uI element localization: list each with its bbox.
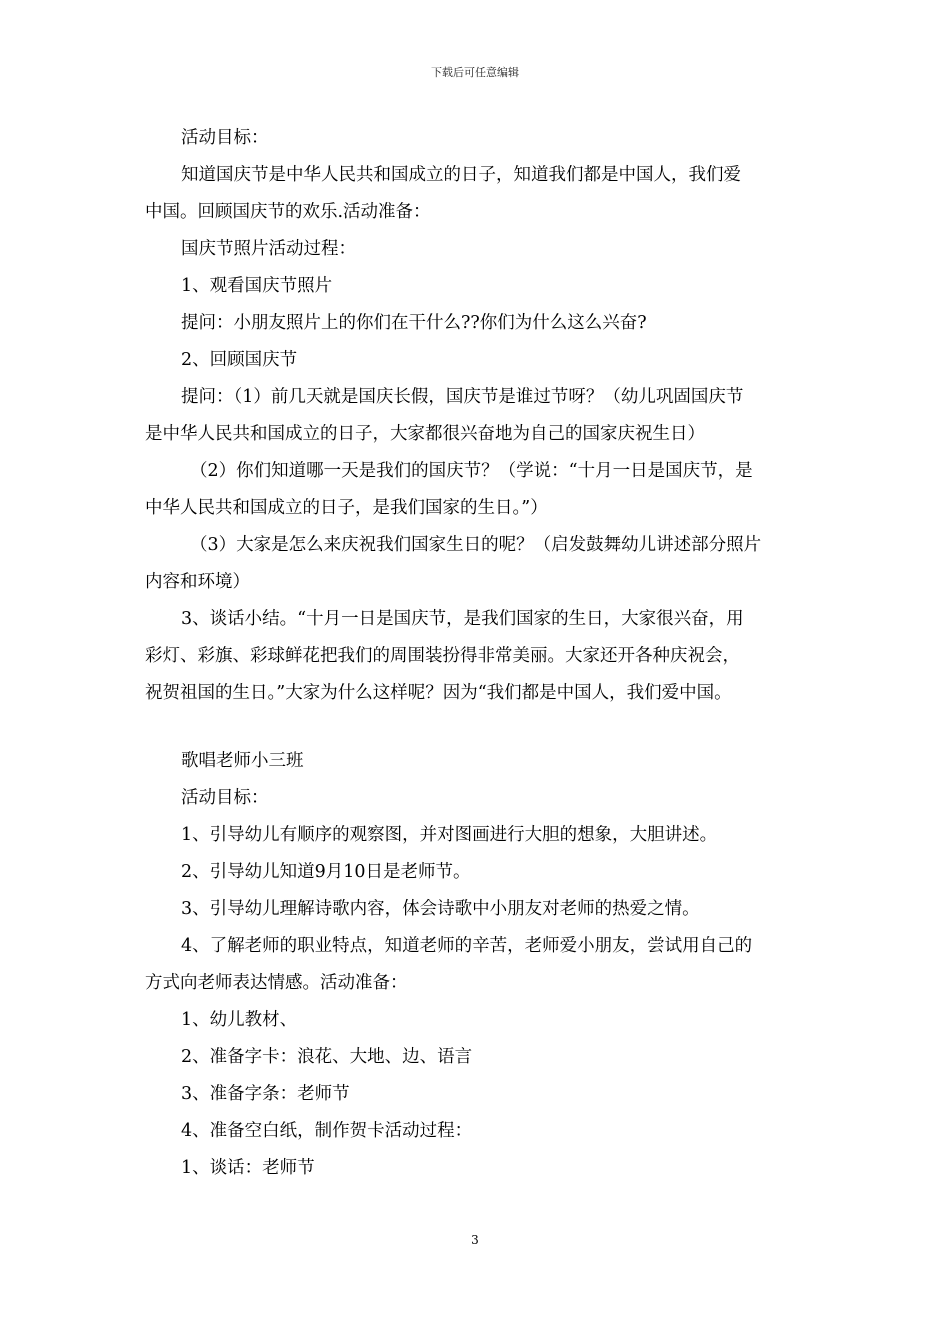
paragraph-line: 提问：小朋友照片上的你们在干什么??你们为什么这么兴奋? bbox=[181, 313, 647, 333]
document-body bbox=[145, 120, 810, 1187]
paragraph-line: 1、引导幼儿有顺序的观察图，并对图画进行大胆的想象，大胆讲述。 bbox=[181, 825, 718, 845]
paragraph-line: （3）大家是怎么来庆祝我们国家生日的呢？（启发鼓舞幼儿讲述部分照片 bbox=[190, 535, 762, 555]
paragraph-line: 3、引导幼儿理解诗歌内容，体会诗歌中小朋友对老师的热爱之情。 bbox=[181, 899, 700, 919]
section-title: 歌唱老师小三班 bbox=[181, 751, 304, 771]
paragraph-line: 4、了解老师的职业特点，知道老师的辛苦，老师爱小朋友，尝试用自己的 bbox=[181, 936, 753, 956]
paragraph-line: 祝贺祖国的生日。”大家为什么这样呢？因为“我们都是中国人，我们爱中国。 bbox=[145, 683, 732, 703]
paragraph-line: 是中华人民共和国成立的日子，大家都很兴奋地为自己的国家庆祝生日） bbox=[145, 424, 705, 444]
paragraph-line: 方式向老师表达情感。活动准备： bbox=[145, 973, 408, 993]
paragraph-line: 内容和环境） bbox=[145, 572, 250, 592]
section-teachers-day bbox=[145, 743, 810, 1187]
paragraph-line: 3、谈话小结。“十月一日是国庆节，是我们国家的生日，大家很兴奋，用 bbox=[181, 609, 744, 629]
paragraph-line: 活动目标： bbox=[181, 788, 269, 808]
paragraph-line: 知道国庆节是中华人民共和国成立的日子，知道我们都是中国人，我们爱 bbox=[181, 165, 741, 185]
paragraph-line: 3、准备字条：老师节 bbox=[181, 1084, 350, 1104]
paragraph-line: 2、准备字卡：浪花、大地、边、语言 bbox=[181, 1047, 473, 1067]
paragraph-line: 1、幼儿教材、 bbox=[181, 1010, 298, 1030]
paragraph-line: 1、观看国庆节照片 bbox=[181, 276, 333, 296]
section-spacer bbox=[145, 712, 810, 743]
paragraph-line: （2）你们知道哪一天是我们的国庆节？（学说：“十月一日是国庆节，是 bbox=[190, 461, 753, 481]
paragraph-line: 1、谈话：老师节 bbox=[181, 1158, 315, 1178]
paragraph-line: 国庆节照片活动过程： bbox=[181, 239, 356, 259]
paragraph-line: 2、回顾国庆节 bbox=[181, 350, 298, 370]
page-header: 下载后可任意编辑 bbox=[431, 66, 519, 79]
page-number: 3 bbox=[471, 1233, 479, 1247]
paragraph-line: 4、准备空白纸，制作贺卡活动过程： bbox=[181, 1121, 473, 1141]
paragraph-line: 中国。回顾国庆节的欢乐.活动准备： bbox=[145, 202, 431, 222]
paragraph-line: 活动目标： bbox=[181, 128, 269, 148]
section-national-day bbox=[145, 120, 810, 712]
paragraph-line: 中华人民共和国成立的日子，是我们国家的生日。”） bbox=[145, 498, 548, 518]
paragraph-line: 彩灯、彩旗、彩球鲜花把我们的周围装扮得非常美丽。大家还开各种庆祝会， bbox=[145, 646, 740, 666]
paragraph-line: 2、引导幼儿知道9月10日是老师节。 bbox=[181, 862, 471, 882]
paragraph-line: 提问：（1）前几天就是国庆长假，国庆节是谁过节呀？（幼儿巩固国庆节 bbox=[181, 387, 744, 407]
